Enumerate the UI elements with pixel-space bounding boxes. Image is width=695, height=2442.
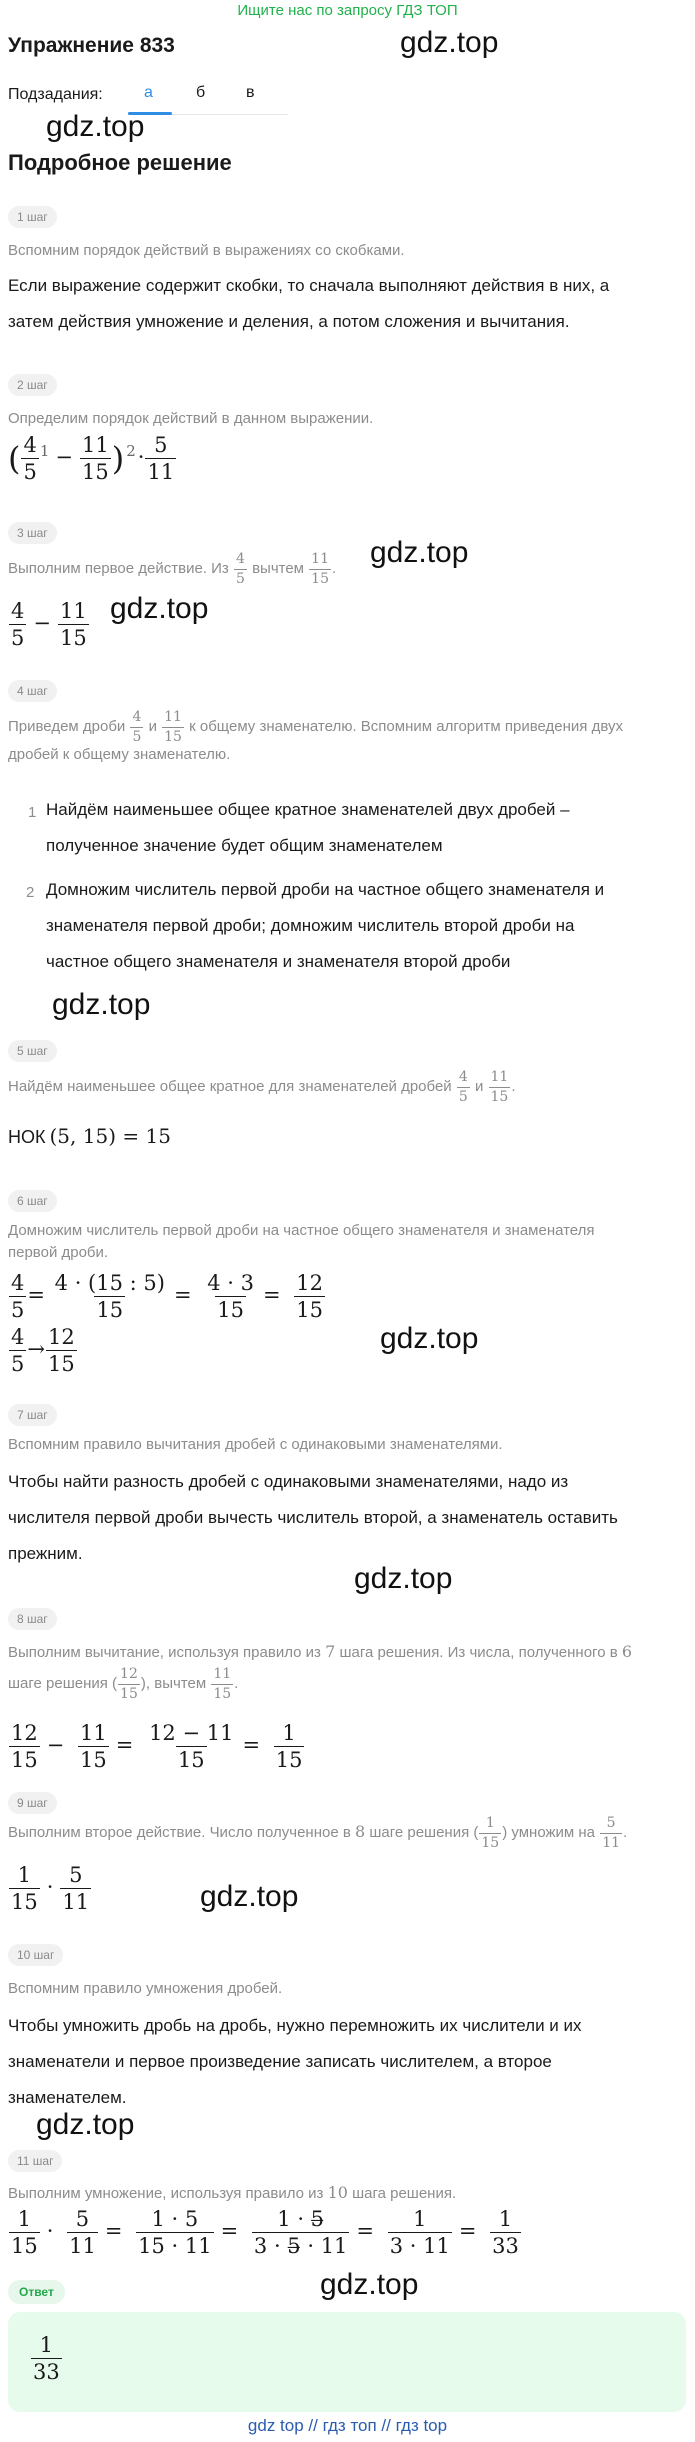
step-note: Выполним вычитание, используя правило из 7 шага решения. Из числа, полученного в 6 шаге решения ( $\frac{12}{15}$ ), вычтем $\frac{11}{15}$ .	[8, 1642, 633, 1702]
step-note: Домножим числитель первой дроби на частное общего знаменателя и знаменателя первой дроби.	[8, 1222, 595, 1261]
expression: $\frac{4}{5}$ → $\frac{12}{15}$	[11, 1325, 75, 1377]
watermark: gdz.top	[370, 536, 469, 569]
step-note: Вспомним порядок действий в выражениях со скобками.	[8, 242, 405, 259]
lcm-line: НОК (5, 15) = 15	[8, 1124, 171, 1148]
tab-a[interactable]: а	[144, 84, 153, 101]
watermark: gdz.top	[200, 1880, 299, 1913]
step-note: Определим порядок действий в данном выражении.	[8, 410, 374, 427]
answer-value: $\frac{1}{33}$	[33, 2333, 60, 2385]
step-badge: 6 шаг	[8, 1190, 57, 1212]
rule-text: Чтобы умножить дробь на дробь, нужно перемножить их числители и их знаменатели и первое произведение записать числителем, а второе знаменателем.	[8, 2016, 582, 2107]
tab-v[interactable]: в	[246, 84, 255, 101]
step-note: Вспомним правило вычитания дробей с одинаковыми знаменателями.	[8, 1436, 503, 1453]
step-badge: 4 шаг	[8, 680, 57, 702]
step-note: Выполним второе действие. Число полученное в 8 шаге решения ( $\frac{1}{15}$ ) умножим на $\frac{5}{11}$ .	[8, 1815, 628, 1851]
step-badge: 5 шаг	[8, 1040, 57, 1062]
watermark: gdz.top	[320, 2268, 419, 2301]
rule-text: Чтобы найти разность дробей с одинаковыми знаменателями, надо из числителя первой дроби вычесть числитель второй, а знаменатель оставить прежним.	[8, 1472, 618, 1563]
list-item: Домножим числитель первой дроби на частное общего знаменателя и знаменателя первой дроби; домножим числитель второй дроби на частное общего знаменателя и знаменателя второй дроби	[46, 880, 605, 971]
watermark: gdz.top	[400, 26, 499, 59]
watermark: gdz.top	[380, 1322, 479, 1355]
exercise-title: Упражнение 833	[8, 34, 175, 57]
expression: $\frac{1}{15}$ · $\frac{5}{11}$ = $\frac{1 \cdot 5}{15 \cdot 11}$ = $\frac{1 \cdot 5̶}{3 \cdot 5̶ \cdot 11}$ = $\frac{1}{3 \cdot 11}$ = $\frac{1}{33}$	[11, 2207, 519, 2259]
step-badge: 3 шаг	[8, 522, 57, 544]
expression: $\frac{4}{5}$ − $\frac{11}{15}$	[11, 599, 87, 651]
step-badge: 8 шаг	[8, 1608, 57, 1630]
section-title: Подробное решение	[8, 150, 232, 175]
watermark: gdz.top	[52, 988, 151, 1021]
watermark: gdz.top	[354, 1562, 453, 1595]
list-item: Найдём наименьшее общее кратное знаменателей двух дробей – полученное значение будет общим знаменателем	[46, 800, 570, 855]
step-badge: 7 шаг	[8, 1404, 57, 1426]
step-badge: 9 шаг	[8, 1792, 57, 1814]
tab-b[interactable]: б	[196, 84, 206, 101]
list-number: 1	[28, 804, 37, 821]
step-note: Выполним умножение, используя правило из 10 шага решения.	[8, 2183, 457, 2202]
answer-box	[8, 2312, 686, 2412]
step-note: Найдём наименьшее общее кратное для знаменателей дробей $\frac{4}{5}$ и $\frac{11}{15}$ .	[8, 1069, 516, 1105]
watermark: gdz.top	[110, 592, 209, 625]
search-hint-link[interactable]: Ищите нас по запросу ГДЗ ТОП	[237, 2, 458, 19]
watermark: gdz.top	[46, 110, 145, 143]
expression: $\frac{4}{5}$ = $\frac{4 \cdot (15 : 5)}{15}$ = $\frac{4 \cdot 3}{15}$ = $\frac{12}{15}$	[11, 1271, 324, 1323]
step-note: Выполним первое действие. Из $\frac{4}{5}$ вычтем $\frac{11}{15}$ .	[8, 551, 337, 587]
footer-links[interactable]: gdz top // гдз топ // гдз top	[247, 2416, 448, 2435]
step-badge: 2 шаг	[8, 374, 57, 396]
list-number: 2	[26, 884, 35, 901]
step-badge: 1 шаг	[8, 206, 57, 228]
step-badge: 11 шаг	[8, 2150, 62, 2172]
expression: ( $\frac{4}{5}$ $^1$ − $\frac{11}{15}$ ) $^2$· $\frac{5}{11}$	[8, 433, 175, 485]
watermark: gdz.top	[36, 2108, 135, 2141]
subtasks-label: Подзадания:	[8, 86, 103, 103]
rule-text: Если выражение содержит скобки, то сначала выполняют действия в них, а затем действия умножение и деления, а потом сложения и вычитания.	[8, 276, 610, 331]
expression: $\frac{1}{15}$ · $\frac{5}{11}$	[11, 1863, 90, 1915]
step-note: Вспомним правило умножения дробей.	[8, 1980, 283, 1997]
expression: $\frac{12}{15}$ − $\frac{11}{15}$ = $\frac{12 - 11}{15}$ = $\frac{1}{15}$	[11, 1721, 303, 1773]
step-note: Приведем дроби $\frac{4}{5}$ и $\frac{11}{15}$ к общему знаменателю. Вспомним алгоритм приведения двух дробей к общему знаменателю.	[8, 709, 623, 764]
answer-badge: Ответ	[8, 2280, 65, 2304]
step-badge: 10 шаг	[8, 1944, 63, 1966]
